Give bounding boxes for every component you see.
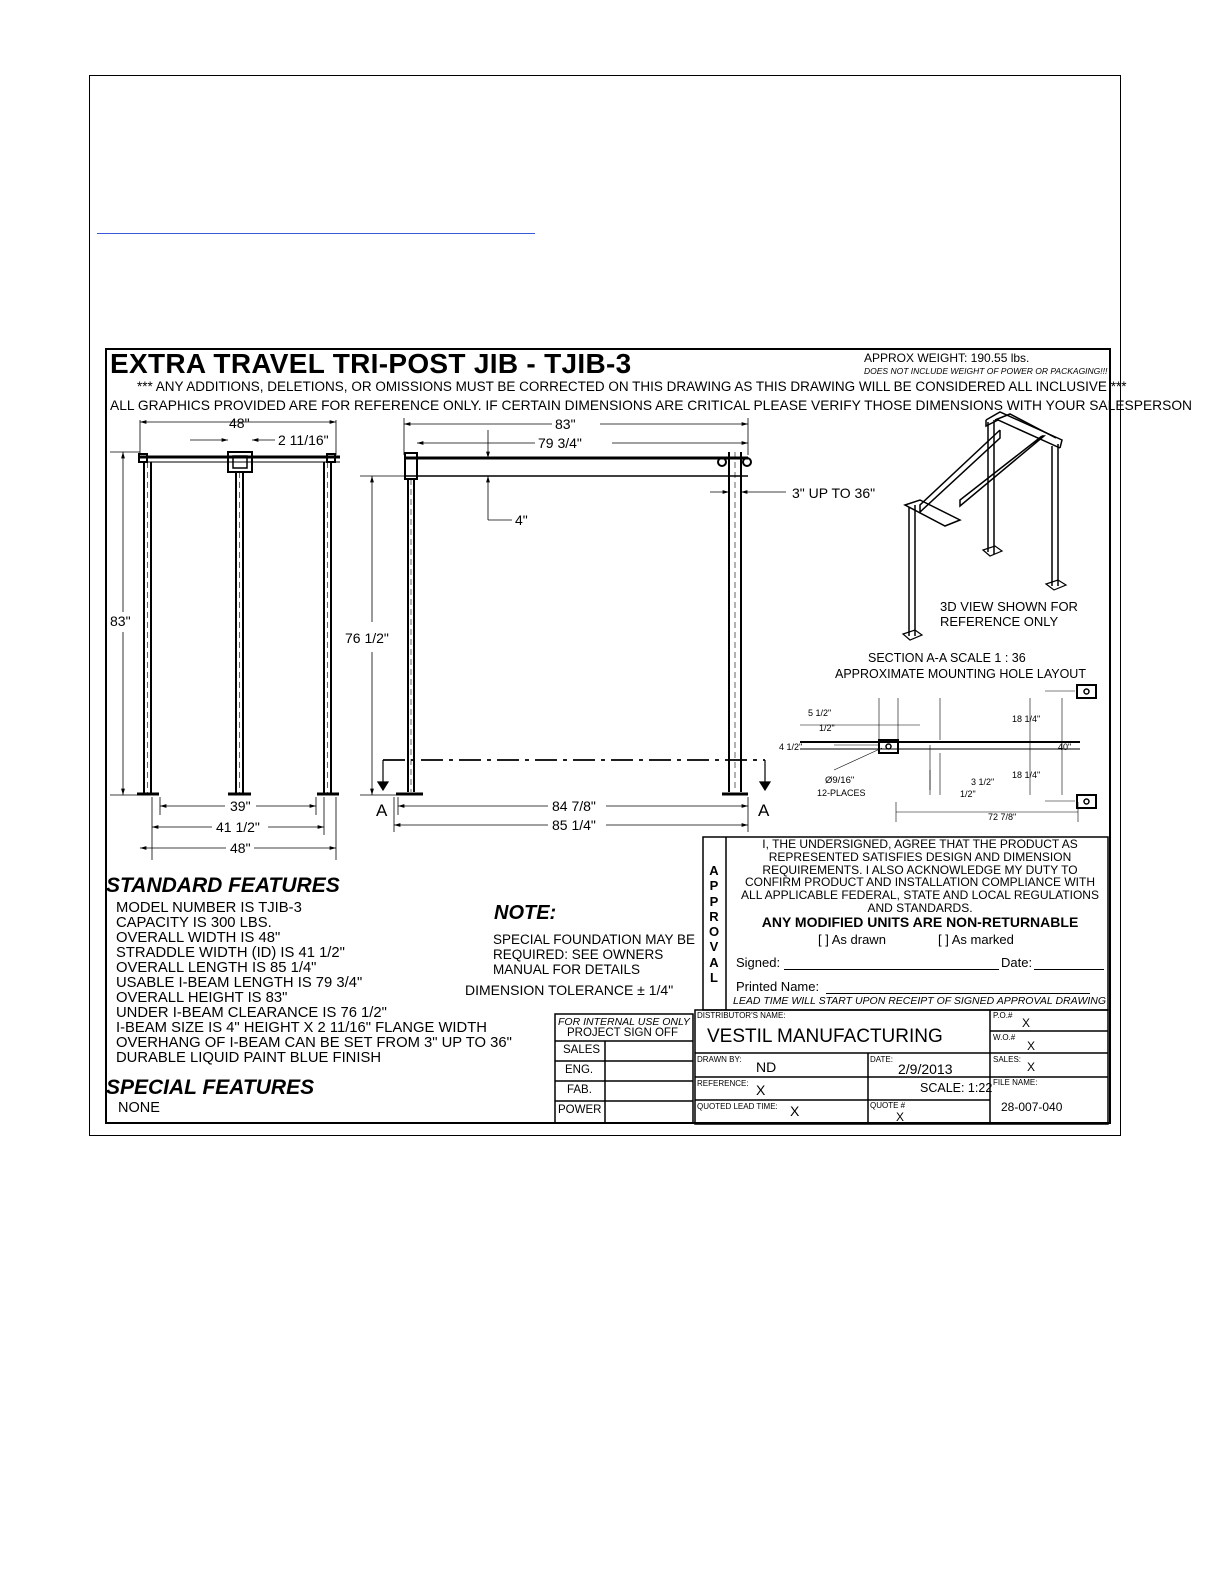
wo-value: X: [1027, 1039, 1036, 1053]
as-marked-checkbox[interactable]: [ ] As marked: [938, 932, 1014, 947]
dim-beam-4: 4": [515, 512, 528, 528]
standard-feature-item: OVERALL HEIGHT IS 83": [116, 990, 288, 1006]
dim-72: 72 7/8": [988, 812, 1017, 822]
sales-label: SALES:: [993, 1055, 1022, 1064]
signoff-row-eng: ENG.: [565, 1064, 594, 1076]
section-mark-right: A: [758, 801, 770, 820]
quoted-lead-value: X: [790, 1103, 800, 1119]
dim-3-1-2: 3 1/2": [971, 777, 995, 787]
section-mark-left: A: [376, 801, 388, 820]
dim-4-1-2: 4 1/2": [779, 742, 803, 752]
dim-18-a: 18 1/4": [1012, 714, 1041, 724]
approx-weight: APPROX WEIGHT: 190.55 lbs.: [864, 351, 1030, 365]
section-view: [800, 685, 1096, 822]
warning-line-1: *** ANY ADDITIONS, DELETIONS, OR OMISSIONS MUST BE CORRECTED ON THIS DRAWING AS THIS DRAWING WILL BE CONSIDERED ALL INCLUSIVE ***: [137, 379, 1127, 394]
file-name-label: FILE NAME:: [993, 1078, 1038, 1087]
standard-feature-item: UNDER I-BEAM CLEARANCE IS 76 1/2": [116, 1005, 387, 1021]
standard-feature-item: OVERHANG OF I-BEAM CAN BE SET FROM 3" UP TO 36": [116, 1035, 512, 1051]
signed-line[interactable]: [784, 969, 999, 970]
standard-feature-item: OVERALL LENGTH IS 85 1/4": [116, 960, 317, 976]
standard-feature-item: CAPACITY IS 300 LBS.: [116, 915, 272, 931]
dim-front-height: 83": [110, 613, 131, 629]
date-line[interactable]: [1034, 969, 1104, 970]
signoff-row-sales: SALES: [563, 1044, 601, 1056]
dim-84: 84 7/8": [552, 798, 596, 814]
dim-41: 41 1/2": [216, 819, 260, 835]
side-view-frame: [378, 452, 770, 794]
standard-feature-item: STRADDLE WIDTH (ID) IS 41 1/2": [116, 945, 345, 961]
po-value: X: [1022, 1016, 1031, 1030]
section-subtitle: APPROXIMATE MOUNTING HOLE LAYOUT: [835, 667, 1086, 681]
dim-12-places: 12-PLACES: [817, 788, 866, 798]
standard-feature-item: USABLE I-BEAM LENGTH IS 79 3/4": [116, 975, 363, 991]
reference-value: X: [756, 1082, 766, 1098]
weight-note: DOES NOT INCLUDE WEIGHT OF POWER OR PACKAGING!!!: [864, 366, 1108, 376]
lead-time-note: LEAD TIME WILL START UPON RECEIPT OF SIGNED APPROVAL DRAWING: [733, 995, 1107, 1007]
standard-features-list: [116, 901, 512, 1066]
non-returnable-notice: ANY MODIFIED UNITS ARE NON-RETURNABLE: [761, 914, 1079, 930]
signoff-row-fab: FAB.: [567, 1084, 592, 1096]
dim-40: 40": [1058, 742, 1072, 752]
section-title: SECTION A-A SCALE 1 : 36: [868, 651, 1026, 665]
printed-name-label: Printed Name:: [736, 979, 820, 994]
drawing-title: EXTRA TRAVEL TRI-POST JIB - TJIB-3: [110, 348, 632, 379]
dim-39: 39": [230, 798, 251, 814]
standard-feature-item: MODEL NUMBER IS TJIB-3: [116, 900, 302, 916]
dim-front-48-bottom: 48": [230, 840, 251, 856]
scale-value: SCALE: 1:22: [920, 1081, 993, 1095]
dim-clearance: 76 1/2": [345, 630, 389, 646]
distributor-label: DISTRIBUTOR'S NAME:: [697, 1011, 786, 1020]
dim-flange: 2 11/16": [278, 432, 329, 448]
iso-note-2: REFERENCE ONLY: [940, 614, 1059, 629]
dim-hole: Ø9/16": [825, 775, 855, 786]
reference-label: REFERENCE:: [697, 1079, 749, 1088]
dim-79: 79 3/4": [538, 435, 582, 451]
wo-label: W.O.#: [993, 1033, 1016, 1042]
quote-label: QUOTE #: [870, 1101, 906, 1110]
dimension-tolerance: DIMENSION TOLERANCE ± 1/4": [465, 982, 674, 998]
signoff-header-2: PROJECT SIGN OFF: [567, 1027, 678, 1039]
dim-1-2-a: 1/2": [819, 723, 835, 733]
dim-1-2-b: 1/2": [960, 789, 976, 799]
note-heading: NOTE:: [494, 902, 557, 924]
drawn-by-label: DRAWN BY:: [697, 1055, 742, 1064]
approval-statement: I, THE UNDERSIGNED, AGREE THAT THE PRODUCT AS REPRESENTED SATISFIES DESIGN AND DIMENSION REQUIREMENTS. I ALSO ACKNOWLEDGE MY DUTY TO CONFIRM PRODUCT AND INSTALLATION COMPLIANCE WITH ALL APPLICABLE FEDERAL, STATE AND LOCAL REGULATIONS AND STANDARDS.: [741, 837, 1099, 915]
distributor-name: VESTIL MANUFACTURING: [707, 1026, 943, 1047]
date-label-tb: DATE:: [870, 1055, 893, 1064]
note-text: SPECIAL FOUNDATION MAY BE REQUIRED: SEE OWNERS MANUAL FOR DETAILS: [493, 932, 696, 977]
signed-label: Signed:: [736, 955, 781, 970]
dim-85: 85 1/4": [552, 817, 596, 833]
po-label: P.O.#: [993, 1011, 1013, 1020]
standard-features-heading: STANDARD FEATURES: [106, 874, 340, 897]
file-name-value: 28-007-040: [1001, 1100, 1063, 1114]
signoff-header-1: FOR INTERNAL USE ONLY: [558, 1016, 690, 1028]
approval-vertical-label: APPROVAL: [708, 863, 720, 986]
as-drawn-checkbox[interactable]: [ ] As drawn: [818, 932, 886, 947]
special-features-value: NONE: [118, 1100, 160, 1116]
signoff-row-power: POWER: [558, 1104, 602, 1116]
standard-feature-item: I-BEAM SIZE IS 4" HEIGHT X 2 11/16" FLANGE WIDTH: [116, 1020, 487, 1036]
dim-18-b: 18 1/4": [1012, 770, 1041, 780]
dim-5-1-2: 5 1/2": [808, 708, 832, 718]
date-label: Date:: [1001, 955, 1033, 970]
date-value: 2/9/2013: [898, 1061, 953, 1077]
iso-note-1: 3D VIEW SHOWN FOR: [940, 599, 1078, 614]
front-view-frame: [137, 452, 340, 794]
standard-feature-item: DURABLE LIQUID PAINT BLUE FINISH: [116, 1050, 382, 1066]
standard-feature-item: OVERALL WIDTH IS 48": [116, 930, 281, 946]
warning-line-2: ALL GRAPHICS PROVIDED ARE FOR REFERENCE ONLY. IF CERTAIN DIMENSIONS ARE CRITICAL PLEASE VERIFY THOSE DIMENSIONS WITH YOUR SALESPERSON: [110, 398, 1193, 413]
special-features-heading: SPECIAL FEATURES: [106, 1076, 315, 1099]
dim-83: 83": [555, 416, 576, 432]
drawn-by-value: ND: [756, 1059, 777, 1075]
dim-overhang: 3" UP TO 36": [792, 485, 876, 501]
quote-value: X: [896, 1110, 905, 1124]
dim-front-48-top: 48": [229, 415, 250, 431]
quoted-lead-label: QUOTED LEAD TIME:: [697, 1102, 778, 1111]
printed-name-line[interactable]: [826, 993, 1090, 994]
sales-value: X: [1027, 1060, 1036, 1074]
